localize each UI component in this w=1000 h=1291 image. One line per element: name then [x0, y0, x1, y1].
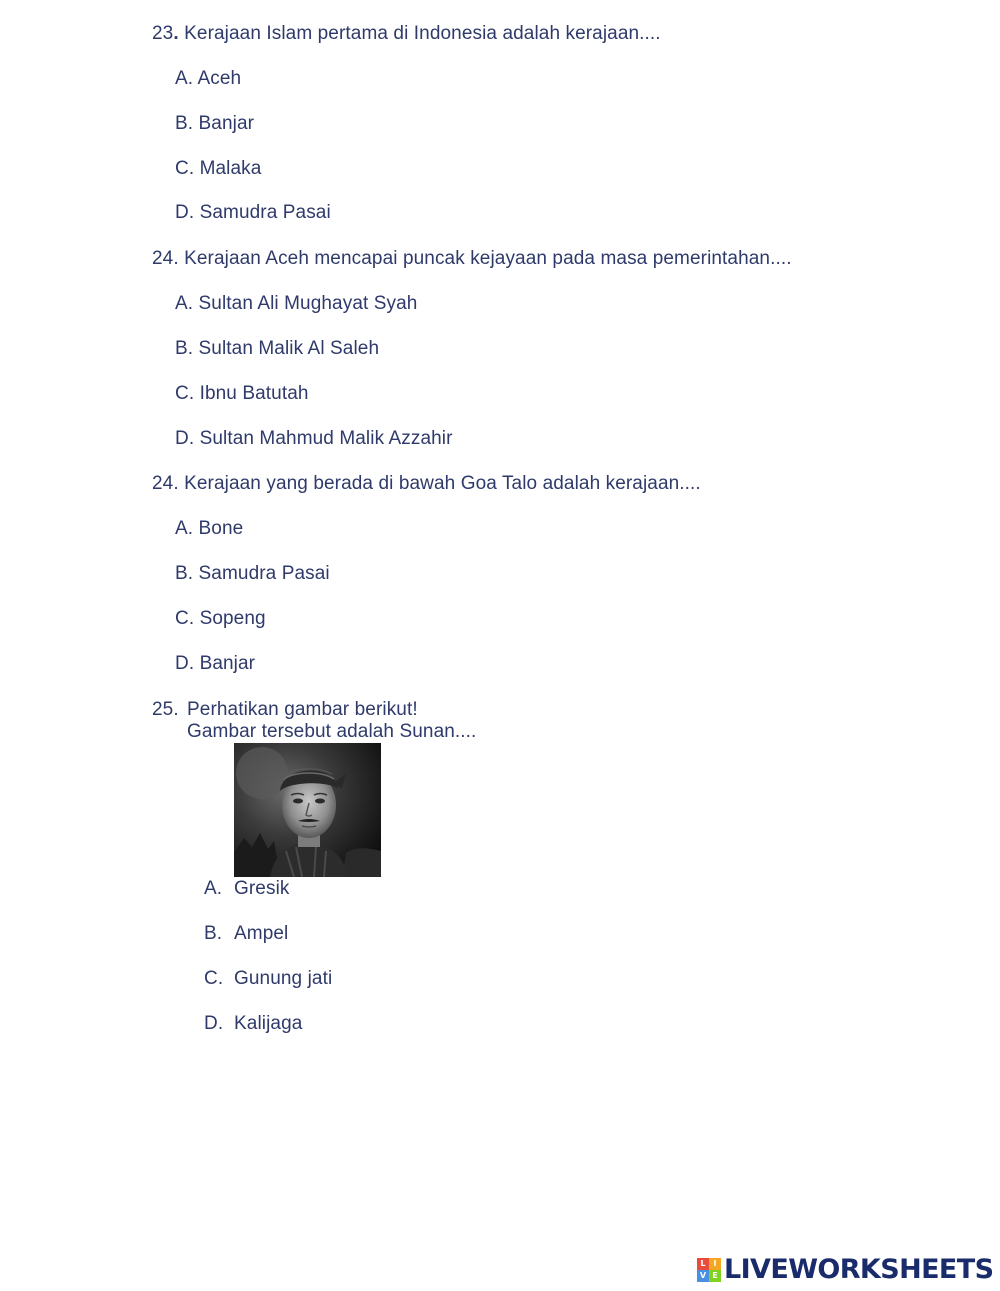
option-24b-b[interactable]: B. Samudra Pasai [175, 563, 330, 584]
option-23-a[interactable]: A. Aceh [175, 68, 242, 89]
option-letter: B. [204, 923, 223, 944]
option-text: Gresik [234, 878, 290, 899]
option-25-d[interactable] [204, 1013, 302, 1035]
portrait-image [234, 743, 381, 877]
logo-mark-letter: I [709, 1258, 721, 1270]
question-number: 24 [152, 248, 174, 269]
question-25-subtext: Gambar tersebut adalah Sunan.... [187, 721, 477, 742]
option-24a-a[interactable]: A. Sultan Ali Mughayat Syah [175, 293, 418, 314]
option-text: Ampel [234, 923, 289, 944]
question-23: 23. Kerajaan Islam pertama di Indonesia adalah kerajaan.... [152, 23, 661, 44]
question-text: Kerajaan Islam pertama di Indonesia adalah kerajaan.... [184, 23, 661, 44]
question-number: 23 [152, 23, 174, 44]
question-text: Kerajaan Aceh mencapai puncak kejayaan pada masa pemerintahan.... [184, 248, 792, 269]
question-text: Perhatikan gambar berikut! [187, 699, 418, 720]
option-text: Gunung jati [234, 968, 333, 989]
liveworksheets-logo[interactable] [697, 1255, 993, 1285]
option-24b-d[interactable]: D. Banjar [175, 653, 256, 674]
logo-mark-letter: V [697, 1270, 709, 1282]
option-23-b[interactable]: B. Banjar [175, 113, 255, 134]
option-24a-c[interactable]: C. Ibnu Batutah [175, 383, 309, 404]
logo-text: LIVEWORKSHEETS [724, 1254, 994, 1285]
option-24b-c[interactable]: C. Sopeng [175, 608, 266, 629]
option-25-b[interactable] [204, 923, 288, 945]
question-number: 25. [152, 699, 179, 720]
question-24a: 24. Kerajaan Aceh mencapai puncak kejayaan pada masa pemerintahan.... [152, 248, 792, 269]
option-letter: C. [204, 968, 224, 989]
question-number: 24 [152, 473, 174, 494]
option-25-c[interactable] [204, 968, 332, 990]
option-letter: A. [204, 878, 223, 899]
option-24a-b[interactable]: B. Sultan Malik Al Saleh [175, 338, 380, 359]
option-24a-d[interactable]: D. Sultan Mahmud Malik Azzahir [175, 428, 453, 449]
option-23-c[interactable]: C. Malaka [175, 158, 262, 179]
logo-mark-letter: E [709, 1270, 721, 1282]
question-text: Kerajaan yang berada di bawah Goa Talo adalah kerajaan.... [184, 473, 701, 494]
question-24b: 24. Kerajaan yang berada di bawah Goa Talo adalah kerajaan.... [152, 473, 701, 494]
question-25 [152, 699, 418, 721]
option-25-a[interactable] [204, 878, 290, 900]
option-23-d[interactable]: D. Samudra Pasai [175, 202, 331, 223]
option-24b-a[interactable]: A. Bone [175, 518, 244, 539]
option-text: Kalijaga [234, 1013, 303, 1034]
logo-mark-letter: L [697, 1258, 709, 1270]
option-letter: D. [204, 1013, 224, 1034]
logo-mark-icon [697, 1258, 721, 1282]
